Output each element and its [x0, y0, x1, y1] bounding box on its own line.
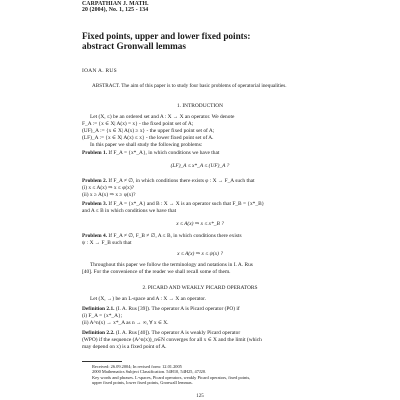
intro-line: In this paper we shall study the following problems: — [90, 142, 203, 148]
intro-line: F_A := {x ∈ X| A(x) = x} - the fixed point set of A; — [82, 121, 194, 127]
problem-1-formula: (LF)_A ≤ x*_A ≤ (UF)_A ? — [170, 163, 230, 169]
problem-3-formula: x ≤ A(x) ⇒ x ≤ x*_B ? — [176, 221, 224, 227]
page-number: 125 — [196, 394, 204, 399]
definition-2-1-item-ii: (ii) A^n(x) → x*_A as n → ∞, ∀ x ∈ X. — [82, 320, 169, 326]
definition-2-2-label: Definition 2.2. — [82, 330, 115, 336]
abstract-text: The aim of this paper is to study four basic problems of operatorial inequalities. — [121, 83, 287, 89]
problem-1-label: Problem 1. — [82, 150, 108, 156]
closing-line-2: [40]. For the convenience of the reader we shall recall some of them. — [82, 269, 231, 275]
title-line-1: Fixed points, upper and lower fixed points: — [82, 31, 251, 41]
intro-paragraph — [82, 114, 234, 149]
problem-2 — [82, 178, 255, 199]
definition-2-1 — [82, 306, 240, 327]
journal-header — [82, 1, 149, 14]
intro-line: (LF)_A := {x ∈ X| A(x) ≤ x} - the lower fixed point set of A. — [82, 135, 214, 141]
problem-1-text: If F_A = {x*_A}, in which conditions we have that — [108, 150, 220, 156]
section-heading-picard: 2. PICARD AND WEAKLY PICARD OPERATORS — [142, 285, 258, 291]
journal-issue: 20 (2004), No. 1, 125 - 134 — [82, 7, 149, 14]
footnote — [92, 364, 250, 386]
definition-2-2 — [82, 330, 262, 351]
problem-4-text: If F_A ≠ ∅, F_B ≠ ∅, A ≤ B, in which conditions there exists — [108, 233, 242, 239]
problem-4-label: Problem 4. — [82, 233, 108, 239]
footnote-msc: 2000 Mathematics Subject Classification. 54H10, 54H25, 47J20. — [92, 369, 207, 375]
definition-2-1-label: Definition 2.1. — [82, 306, 115, 312]
problem-3-text: If F_A = {x*_A} and B : X → X is an operator such that F_B = {x*_B} — [108, 201, 265, 207]
problem-2-item-ii: (ii) x ≥ A(x) ⇒ x ≥ φ(x)? — [82, 192, 136, 198]
title-line-2: abstract Gronwall lemmas — [82, 41, 186, 52]
footnote-rule — [82, 361, 122, 362]
problem-4 — [82, 233, 242, 247]
problem-2-text: If F_A ≠ ∅, in which conditions there exists φ : X → F_A such that — [108, 178, 255, 184]
problem-1 — [82, 150, 219, 157]
problem-3 — [82, 201, 264, 215]
journal-name: CARPATHIAN J. MATH. — [82, 1, 149, 7]
footnote-keywords-1: Key words and phrases. L-spaces, Picard operators, weakly Picard operators, fixed points, — [92, 374, 251, 380]
problem-2-item-i: (i) x ≤ A(x) ⇒ x ≤ φ(x)? — [82, 185, 135, 191]
problem-4-formula: x ≤ A(x) ⇒ x ≤ ψ(x) ? — [177, 251, 223, 257]
paper-title — [82, 31, 250, 52]
section-2-intro-line: Let (X, →) be an L-space and A : X → X an operator. — [90, 296, 207, 302]
definition-2-2-text: (I. A. Rus [40]). The operator A is weakly Picard operator — [115, 330, 241, 336]
footnote-keywords-2: upper fixed points, lower fixed points, Gronwall lemmas. — [92, 380, 193, 386]
closing-line-1: Throughout this paper we follow the terminology and notations in I. A. Rus — [90, 262, 253, 268]
author: IOAN A. RUS — [82, 68, 117, 74]
definition-2-1-text: (I. A. Rus [39]). The operator A is Picard operator (PO) if — [115, 306, 240, 312]
abstract-label: ABSTRACT. — [92, 83, 121, 89]
definition-2-2-text-2: (WPO) if the sequence (A^n(x))_n∈N converges for all x ∈ X and the limit (which — [82, 337, 262, 343]
footnote-received: Received: 26.09.2004; In revised form: 12.01.2005 — [92, 364, 182, 369]
section-2-intro — [82, 296, 206, 303]
problem-3-text-2: and A ≤ B in which conditions we have that — [82, 208, 177, 214]
abstract — [92, 83, 287, 89]
problem-3-label: Problem 3. — [82, 201, 108, 207]
intro-closing — [82, 262, 253, 276]
definition-2-2-text-3: may depend on x) is a fixed point of A. — [82, 344, 167, 350]
problem-2-label: Problem 2. — [82, 178, 108, 184]
intro-line: (UF)_A := {x ∈ X| A(x) ≥ x} - the upper fixed point set of A; — [82, 128, 215, 134]
problem-4-text-2: ψ : X → F_B such that — [82, 240, 132, 246]
definition-2-1-item-i: (i) F_A = {x*_A}; — [82, 313, 123, 319]
section-heading-introduction: 1. INTRODUCTION — [176, 103, 224, 109]
intro-line: Let (X, ≤) be an ordered set and A : X → X an operator. We denote — [90, 114, 235, 120]
